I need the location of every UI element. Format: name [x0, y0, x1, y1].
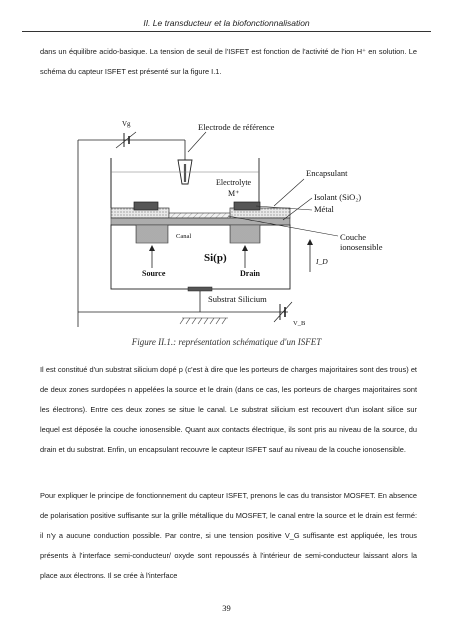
figure-caption: Figure II.1.: représentation schématique d'un ISFET	[131, 337, 322, 347]
header-rule	[22, 31, 431, 32]
isfet-figure	[78, 112, 383, 330]
encapsulant-label: Encapsulant	[306, 168, 348, 178]
substrate-contact	[188, 287, 212, 291]
substrate-label: Substrat Silicium	[208, 294, 267, 304]
paragraph-intro: dans un équilibre acido-basique. La tension de seuil de l'ISFET est fonction de l'activité de l'ion H⁺ en solution. Le schéma du capteur ISFET est présenté sur la figure I.1.	[40, 47, 417, 76]
sip-label: Si(p)	[204, 252, 227, 264]
vb-label: V_B	[293, 320, 306, 327]
drain-label: Drain	[240, 269, 260, 278]
ionosensitive-label-2: ionosensible	[340, 242, 383, 252]
metal-contact-source	[134, 202, 158, 210]
insulator-label: Isolant (SiO₂)	[314, 192, 362, 202]
source-region	[136, 225, 168, 243]
ionosensitive-label-1: Couche	[340, 232, 366, 242]
vg-label: Vg	[122, 120, 131, 128]
mplus-label: M⁺	[228, 189, 240, 198]
source-label: Source	[142, 269, 166, 278]
ionosensitive-layer	[169, 213, 230, 218]
page-number: 39	[222, 603, 231, 613]
channel-label: Canal	[176, 233, 192, 240]
metal-label: Métal	[314, 204, 334, 214]
drain-region	[230, 225, 260, 243]
ground-symbol	[180, 318, 228, 324]
insulator-layer	[111, 218, 290, 225]
id-label: I_D	[316, 257, 328, 266]
electrolyte-label: Electrolyte	[216, 178, 252, 187]
running-header: II. Le transducteur et la biofonctionnalisation	[143, 18, 310, 28]
paragraph-principle: Pour expliquer le principe de fonctionnement du capteur ISFET, prenons le cas du transistor MOSFET. En absence de polarisation positive suffisante sur la grille métallique du MOSFET, le canal entre la source et le drain est fermé: il n'y a aucune conduction possible. Par contre, si une tension positive V_G suffisante est appliquée, les trous présents à l'interface semi-conducteur/ oxyde sont repoussés à l'intérieur de semi-conducteur laissant alors la place aux électrons. Il se crée à l'interface	[40, 491, 417, 580]
reference-electrode-label: Electrode de référence	[198, 122, 275, 132]
paragraph-description: Il est constitué d'un substrat silicium dopé p (c'est à dire que les porteurs de charges majoritaires sont des trous) et de deux zones surdopées n appelées la source et le drain (dans ce cas, les porteurs de charges majoritaires sont les électrons). Entre ces deux zones se situe le canal. Le substrat silicium est recouvert d'un isolant silice sur lequel est déposée la couche ionosensible. Quant aux contacts électrique, ils sont pris au niveau de la source, du drain et du substrat. Enfin, un encapsulant recouvre le capteur ISFET sauf au niveau de la couche ionosensible.	[40, 365, 417, 454]
